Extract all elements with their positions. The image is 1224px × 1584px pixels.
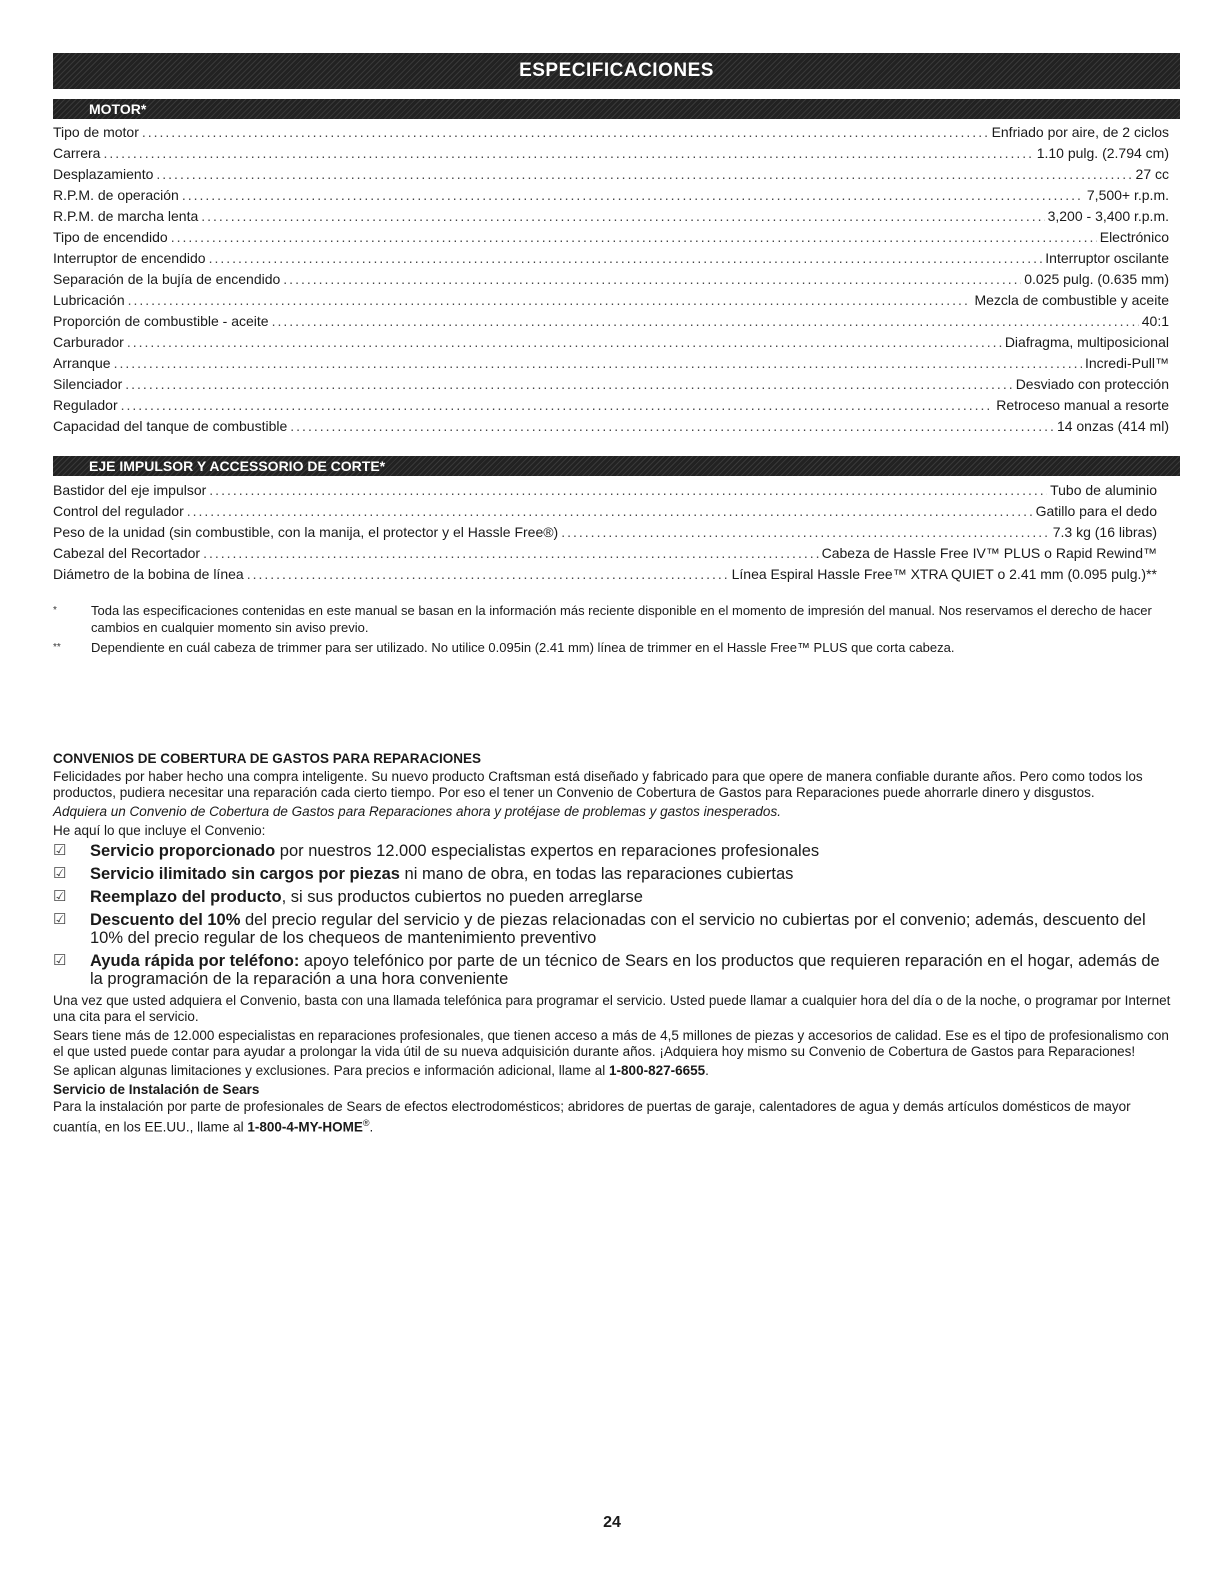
spec-row: [53, 143, 1169, 164]
benefit-item: [53, 865, 1175, 883]
spec-row: [53, 227, 1169, 248]
coverage-italic-note: Adquiera un Convenio de Cobertura de Gastos para Reparaciones ahora y protéjase de problemas y gastos inesperados.: [53, 804, 781, 819]
spec-row: [53, 311, 1169, 332]
footnote: [53, 602, 1173, 636]
benefit-text: apoyo telefónico por parte de un técnico de Sears en los productos que requieren reparación en el hogar, además de la programación de la reparación a una hora conveniente: [90, 952, 1160, 988]
benefit-text: del precio regular del servicio y de piezas relacionadas con el servicio no cubiertas por el convenio; además, descuento del 10% del precio regular de los chequeos de mantenimiento preventivo: [90, 911, 1146, 947]
dot-leader: [203, 543, 819, 564]
benefits-checklist: [53, 842, 1175, 988]
coverage-lead: He aquí lo que incluye el Convenio:: [53, 823, 266, 838]
spec-value: Tubo de aluminio: [1050, 482, 1157, 498]
dot-leader: [127, 332, 1002, 353]
spec-row: [53, 416, 1169, 437]
spec-row: [53, 374, 1169, 395]
spec-row: [53, 290, 1169, 311]
shaft-section-header: [53, 456, 1180, 476]
spec-value: 7.3 kg (16 libras): [1052, 524, 1157, 540]
spec-value: 27 cc: [1135, 166, 1169, 182]
dot-leader: [171, 227, 1097, 248]
install-phone: 1-800-4-MY-HOME: [247, 1119, 363, 1135]
dot-leader: [272, 311, 1139, 332]
contact-end: .: [705, 1063, 709, 1078]
spec-value: Retroceso manual a resorte: [996, 397, 1169, 413]
registered-mark: ®: [362, 1118, 370, 1128]
benefit-text: por nuestros 12.000 especialistas expertos en reparaciones profesionales: [275, 842, 820, 860]
spec-label: Separación de la bujía de encendido: [53, 271, 281, 287]
spec-label: Cabezal del Recortador: [53, 545, 201, 561]
dot-leader: [561, 522, 1049, 543]
spec-value: 1.10 pulg. (2.794 cm): [1036, 145, 1169, 161]
dot-leader: [142, 122, 989, 143]
spec-row: [53, 332, 1169, 353]
install-paragraph: [53, 1099, 1175, 1136]
install-end: .: [369, 1119, 374, 1135]
spec-label: R.P.M. de marcha lenta: [53, 208, 199, 224]
dot-leader: [283, 269, 1021, 290]
spec-label: Interruptor de encendido: [53, 250, 206, 266]
spec-label: Regulador: [53, 397, 118, 413]
spec-value: Línea Espiral Hassle Free™ XTRA QUIET o 2.41 mm (0.095 pulg.)**: [731, 566, 1157, 582]
footnote-text: Dependiente en cuál cabeza de trimmer para ser utilizado. No utilice 0.095in (2.41 mm) línea de trimmer en el Hassle Free™ PLUS que corta cabeza.: [91, 640, 955, 655]
dot-leader: [209, 248, 1043, 269]
spec-row: [53, 164, 1169, 185]
spec-label: Proporción de combustible - aceite: [53, 313, 269, 329]
coverage-section: [53, 751, 1175, 1139]
dot-leader: [187, 501, 1033, 522]
spec-label: Control del regulador: [53, 503, 184, 519]
benefit-title: Descuento del 10%: [90, 911, 241, 929]
spec-label: Tipo de motor: [53, 124, 139, 140]
checkbox-icon: ☑: [53, 888, 67, 905]
spec-label: Desplazamiento: [53, 166, 154, 182]
dot-leader: [114, 353, 1082, 374]
spec-value: Interruptor oscilante: [1045, 250, 1169, 266]
benefit-text: , si sus productos cubiertos no pueden arreglarse: [281, 888, 643, 906]
footnote-mark: *: [53, 605, 57, 616]
contact-phone: 1-800-827-6655: [609, 1063, 706, 1078]
spec-row: [53, 185, 1169, 206]
spec-label: Carrera: [53, 145, 101, 161]
coverage-contact: [53, 1063, 1175, 1079]
page-title-bar: [53, 53, 1180, 89]
spec-value: Gatillo para el dedo: [1035, 503, 1157, 519]
dot-leader: [290, 416, 1054, 437]
shaft-section-title: EJE IMPULSOR Y ACCESSORIO DE CORTE*: [89, 458, 386, 474]
dot-leader: [103, 143, 1033, 164]
spec-row: [53, 269, 1169, 290]
dot-leader: [128, 290, 972, 311]
spec-row: [53, 543, 1157, 564]
spec-label: Tipo de encendido: [53, 229, 168, 245]
coverage-intro: Felicidades por haber hecho una compra inteligente. Su nuevo producto Craftsman está diseñado y fabricado para que opere de manera confiable durante años. Pero como todos los productos, pudiera necesitar una reparación cada cierto tiempo. Por eso el tener un Convenio de Cobertura de Gastos para Reparaciones puede ahorrarle dinero y disgustos.: [53, 769, 1143, 800]
footnote-mark: **: [53, 642, 61, 653]
install-text: Para la instalación por parte de profesionales de Sears de efectos electrodomésticos; abridores de puertas de garaje, calentadores de agua y demás artículos domésticos de mayor cuantía, en los EE.UU., llame al: [53, 1099, 1131, 1135]
checkbox-icon: ☑: [53, 911, 67, 928]
benefit-title: Reemplazo del producto: [90, 888, 282, 906]
benefit-title: Servicio proporcionado: [90, 842, 276, 860]
spec-row: [53, 480, 1157, 501]
spec-row: [53, 522, 1157, 543]
benefit-item: [53, 952, 1175, 988]
spec-value: 3,200 - 3,400 r.p.m.: [1047, 208, 1169, 224]
motor-spec-list: [53, 122, 1169, 437]
benefit-item: [53, 842, 1175, 860]
dot-leader: [209, 480, 1047, 501]
benefit-title: Ayuda rápida por teléfono:: [90, 952, 300, 970]
spec-value: Cabeza de Hassle Free IV™ PLUS o Rapid Rewind™: [821, 545, 1157, 561]
dot-leader: [156, 164, 1132, 185]
spec-value: Mezcla de combustible y aceite: [974, 292, 1169, 308]
checkbox-icon: ☑: [53, 865, 67, 882]
spec-label: Peso de la unidad (sin combustible, con la manija, el protector y el Hassle Free®): [53, 524, 559, 540]
spec-value: 7,500+ r.p.m.: [1086, 187, 1169, 203]
footnote: [53, 639, 1173, 656]
spec-label: Bastidor del eje impulsor: [53, 482, 207, 498]
dot-leader: [125, 374, 1012, 395]
dot-leader: [201, 206, 1044, 227]
spec-value: Desviado con protección: [1015, 376, 1169, 392]
spec-value: Enfriado por aire, de 2 ciclos: [991, 124, 1169, 140]
motor-section-header: [53, 99, 1180, 119]
coverage-paragraph: Una vez que usted adquiera el Convenio, basta con una llamada telefónica para programar el servicio. Usted puede llamar a cualquier hora del día o de la noche, o programar por Internet una cita para el servicio.: [53, 993, 1171, 1024]
spec-label: Diámetro de la bobina de línea: [53, 566, 244, 582]
coverage-paragraph: Sears tiene más de 12.000 especialistas en reparaciones profesionales, que tienen acceso a más de 4,5 millones de piezas y accesorios de calidad. Ese es el tipo de profesionalismo con el que usted puede contar para ayudar a prolongar la vida útil de su nueva adquisición durante años. ¡Adquiera hoy mismo su Convenio de Cobertura de Gastos para Reparaciones!: [53, 1028, 1169, 1059]
spec-row: [53, 501, 1157, 522]
footnote-text: Toda las especificaciones contenidas en este manual se basan en la información más reciente disponible en el momento de impresión del manual. Nos reservamos el derecho de hacer cambios en cualquier momento sin aviso previo.: [91, 603, 1152, 635]
spec-label: Lubricación: [53, 292, 125, 308]
spec-row: [53, 248, 1169, 269]
spec-row: [53, 564, 1157, 585]
page-number: 24: [603, 1514, 621, 1531]
spec-label: Silenciador: [53, 376, 123, 392]
motor-section-title: MOTOR*: [89, 101, 147, 117]
spec-row: [53, 395, 1169, 416]
contact-text: Se aplican algunas limitaciones y exclusiones. Para precios e información adicional, llame al: [53, 1063, 610, 1078]
page-title: ESPECIFICACIONES: [519, 60, 714, 81]
benefit-item: [53, 911, 1175, 947]
spec-label: Capacidad del tanque de combustible: [53, 418, 288, 434]
dot-leader: [247, 564, 729, 585]
footnotes: [53, 602, 1173, 659]
dot-leader: [182, 185, 1084, 206]
spec-value: Electrónico: [1099, 229, 1169, 245]
benefit-item: [53, 888, 1175, 906]
dot-leader: [121, 395, 994, 416]
spec-row: [53, 353, 1169, 374]
checkbox-icon: ☑: [53, 842, 67, 859]
benefit-text: ni mano de obra, en todas las reparaciones cubiertas: [399, 865, 794, 883]
spec-label: R.P.M. de operación: [53, 187, 179, 203]
spec-value: 14 onzas (414 ml): [1056, 418, 1169, 434]
spec-value: Diafragma, multiposicional: [1004, 334, 1169, 350]
benefit-title: Servicio ilimitado sin cargos por piezas: [90, 865, 400, 883]
spec-value: Incredi-Pull™: [1084, 355, 1169, 371]
checkbox-icon: ☑: [53, 952, 67, 969]
spec-label: Carburador: [53, 334, 124, 350]
spec-row: [53, 206, 1169, 227]
install-heading: Servicio de Instalación de Sears: [53, 1082, 260, 1097]
spec-value: 0.025 pulg. (0.635 mm): [1024, 271, 1169, 287]
spec-row: [53, 122, 1169, 143]
spec-label: Arranque: [53, 355, 111, 371]
shaft-spec-list: [53, 480, 1157, 585]
coverage-heading: CONVENIOS DE COBERTURA DE GASTOS PARA REPARACIONES: [53, 751, 482, 766]
spec-value: 40:1: [1141, 313, 1169, 329]
